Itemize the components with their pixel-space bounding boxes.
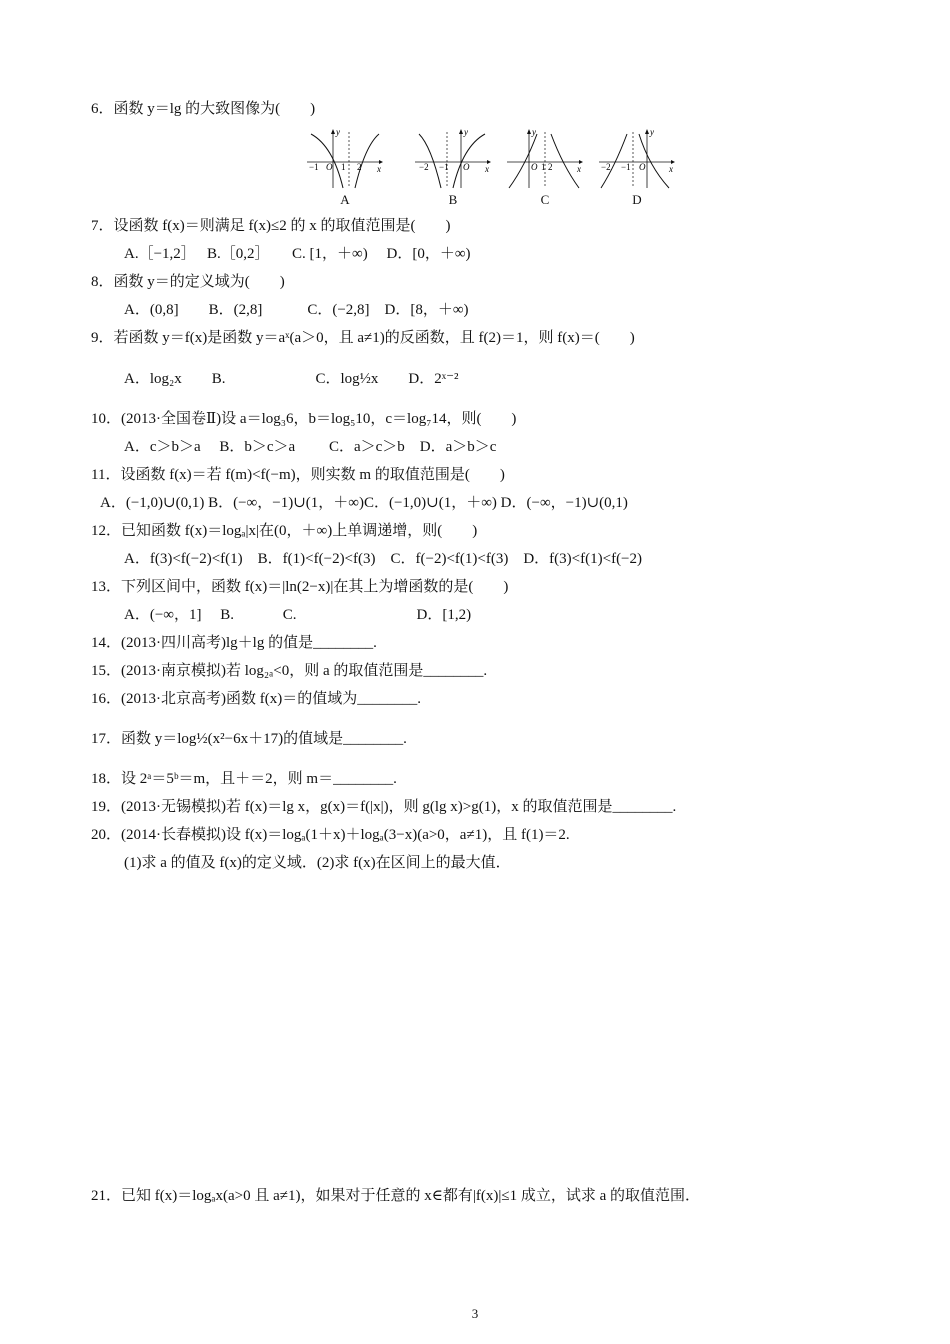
graph-d-plot	[597, 126, 677, 190]
graph-c-tick-2: 2	[548, 162, 553, 172]
q12-options: A．f(3)<f(−2)<f(1) B．f(1)<f(−2)<f(3) C．f(−2)<f(1)<f(3) D．f(3)<f(1)<f(−2)	[124, 551, 643, 567]
q18-stem: 18．设 2ᵃ＝5ᵇ＝m，且＋＝2，则 m＝________.	[91, 771, 397, 787]
graph-b-tick-2: O	[463, 162, 470, 172]
q9-stem: 9．若函数 y＝f(x)是函数 y＝aˣ(a＞0，且 a≠1)的反函数，且 f(2)＝1，则 f(x)＝( )	[91, 330, 635, 346]
graph-d	[597, 126, 677, 210]
q12-stem: 12．已知函数 f(x)＝logₐ|x|在(0，＋∞)上单调递增，则( )	[91, 523, 478, 539]
q11-options: A．(−1,0)∪(0,1) B．(−∞，−1)∪(1，＋∞)C．(−1,0)∪(1，＋∞) D．(−∞，−1)∪(0,1)	[100, 495, 628, 511]
graph-a-axis-y: y	[336, 127, 340, 137]
q9-options: A．log₂x B. C．log½x D．2ˣ⁻²	[124, 371, 459, 387]
graph-a-tick-3: 2	[357, 162, 362, 172]
graph-d-label: D	[632, 192, 642, 207]
graph-a-label: A	[340, 192, 350, 207]
graph-c-axis-x: x	[577, 164, 581, 174]
q13-stem: 13．下列区间中，函数 f(x)＝|ln(2−x)|在其上为增函数的是( )	[91, 579, 509, 595]
graph-c-tick-1: 1	[541, 162, 546, 172]
graph-c-tick-0: O	[531, 162, 538, 172]
graph-b-axis-y: y	[464, 127, 468, 137]
graph-b	[413, 126, 493, 210]
q10-stem: 10．(2013·全国卷Ⅱ)设 a＝log₃6，b＝log₅10，c＝log₇14，则( )	[91, 411, 517, 427]
graph-c	[505, 126, 585, 210]
graph-b-plot	[413, 126, 493, 190]
graph-d-tick-0: −2	[601, 162, 611, 172]
q8-stem: 8．函数 y＝的定义域为( )	[91, 274, 285, 290]
q20-stem: 20．(2014·长春模拟)设 f(x)＝logₐ(1＋x)＋logₐ(3−x)(a>0，a≠1)，且 f(1)＝2.	[91, 827, 570, 843]
q17-stem: 17．函数 y＝log½(x²−6x＋17)的值域是________.	[91, 731, 407, 747]
graph-a-tick-1: O	[326, 162, 333, 172]
q11-stem: 11．设函数 f(x)＝若 f(m)<f(−m)，则实数 m 的取值范围是( )	[91, 467, 505, 483]
graph-d-tick-2: O	[639, 162, 646, 172]
graph-b-axis-x: x	[485, 164, 489, 174]
graph-c-label: C	[540, 192, 550, 207]
q8-options: A．(0,8] B．(2,8] C．(−2,8] D．[8，＋∞)	[124, 302, 469, 318]
graph-c-plot	[505, 126, 585, 190]
q20-subparts: (1)求 a 的值及 f(x)的定义域．(2)求 f(x)在区间上的最大值．	[124, 855, 511, 871]
graph-d-axis-y: y	[650, 127, 654, 137]
graph-a-plot	[305, 126, 385, 190]
graph-b-tick-0: −2	[419, 162, 429, 172]
graph-a	[305, 126, 385, 210]
q6-graphs	[305, 126, 685, 210]
q14-stem: 14．(2013·四川高考)lg＋lg 的值是________.	[91, 635, 377, 651]
q19-stem: 19．(2013·无锡模拟)若 f(x)＝lg x，g(x)＝f(|x|)，则 g(lg x)>g(1)，x 的取值范围是________.	[91, 799, 677, 815]
page-number: 3	[471, 1306, 479, 1321]
q6-stem: 6．函数 y＝lg 的大致图像为( )	[91, 101, 316, 117]
q10-options: A．c＞b＞a B．b＞c＞a C．a＞c＞b D．a＞b＞c	[124, 439, 497, 455]
graph-a-tick-2: 1	[341, 162, 346, 172]
q21-stem: 21．已知 f(x)＝logₐx(a>0 且 a≠1)，如果对于任意的 x∈都有|f(x)|≤1 成立，试求 a 的取值范围．	[91, 1188, 700, 1204]
graph-b-tick-1: −1	[439, 162, 449, 172]
graph-d-axis-x: x	[669, 164, 673, 174]
q13-options: A．(−∞，1] B. C. D．[1,2)	[124, 607, 472, 623]
q16-stem: 16．(2013·北京高考)函数 f(x)＝的值域为________.	[91, 691, 421, 707]
graph-c-axis-y: y	[532, 127, 536, 137]
q7-options: A.［−1,2］ B.［0,2］ C. [1，＋∞) D．[0，＋∞)	[124, 246, 471, 262]
graph-a-axis-x: x	[377, 164, 381, 174]
graph-d-tick-1: −1	[621, 162, 631, 172]
graph-a-tick-0: −1	[309, 162, 319, 172]
q15-stem: 15．(2013·南京模拟)若 log₂ₐ<0，则 a 的取值范围是________.	[91, 663, 488, 679]
q7-stem: 7．设函数 f(x)＝则满足 f(x)≤2 的 x 的取值范围是( )	[91, 218, 451, 234]
graph-b-label: B	[448, 192, 458, 207]
